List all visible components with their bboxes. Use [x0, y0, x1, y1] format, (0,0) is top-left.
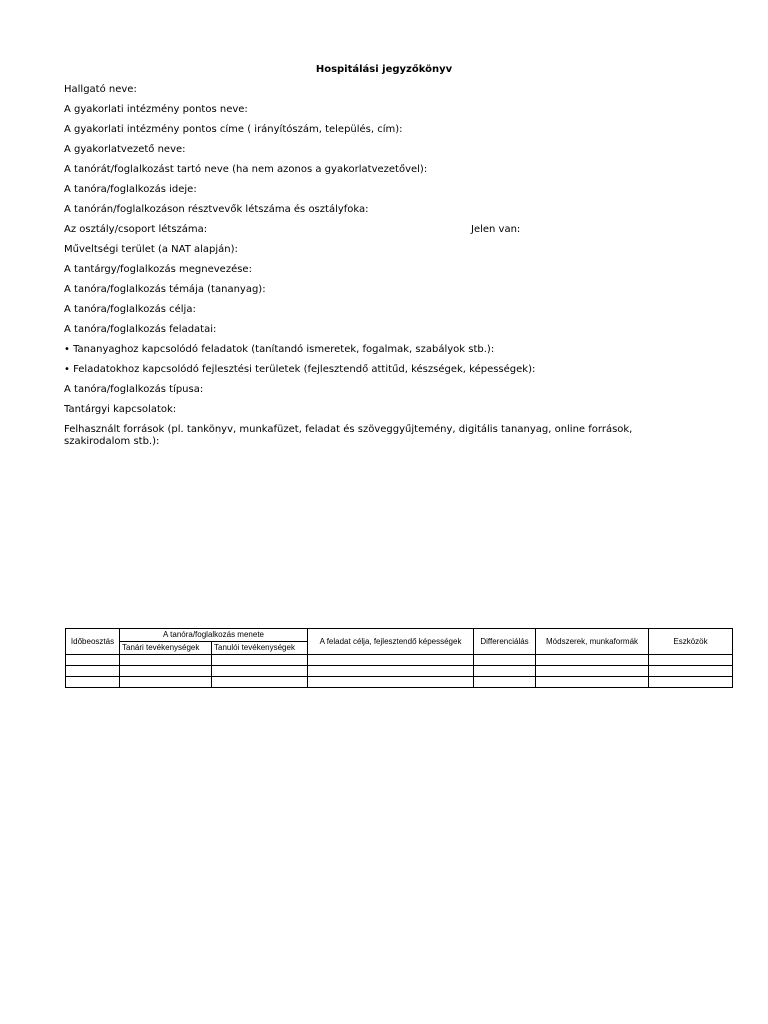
field-topic: A tanóra/foglalkozás témája (tananyag): — [64, 284, 266, 295]
table-cell[interactable] — [120, 666, 212, 677]
document-title: Hospitálási jegyzőkönyv — [315, 64, 453, 75]
table-cell[interactable] — [474, 655, 536, 666]
table-header-row — [66, 629, 733, 642]
field-goal: A tanóra/foglalkozás célja: — [64, 304, 196, 315]
field-lesson-type: A tanóra/foglalkozás típusa: — [64, 384, 204, 395]
table-cell[interactable] — [649, 655, 733, 666]
field-tasks: A tanóra/foglalkozás feladatai: — [64, 324, 217, 335]
table-cell[interactable] — [536, 655, 649, 666]
field-development-areas: • Feladatokhoz kapcsolódó fejlesztési területek (fejlesztendő attitűd, készségek, képességek): — [64, 364, 536, 375]
field-subject-links: Tantárgyi kapcsolatok: — [64, 404, 177, 415]
table-cell[interactable] — [308, 666, 474, 677]
table-cell[interactable] — [120, 677, 212, 688]
field-student-name: Hallgató neve: — [64, 84, 137, 95]
header-student-activities: Tanulói tevékenységek — [212, 642, 308, 655]
header-methods: Módszerek, munkaformák — [536, 629, 649, 655]
table-row — [66, 666, 733, 677]
field-participants: A tanórán/foglalkozáson résztvevők létszáma és osztályfoka: — [64, 204, 369, 215]
lesson-plan-table — [65, 628, 733, 688]
field-teacher-name: A tanórát/foglalkozást tartó neve (ha nem azonos a gyakorlatvezetővel): — [64, 164, 428, 175]
field-institution-address: A gyakorlati intézmény pontos címe ( irányítószám, település, cím): — [64, 124, 403, 135]
field-subject-name: A tantárgy/foglalkozás megnevezése: — [64, 264, 252, 275]
field-class-size — [64, 224, 704, 244]
field-sources: Felhasznált források (pl. tankönyv, munkafüzet, feladat és szöveggyűjtemény, digitális tananyag, online források, szakirodalom stb.): — [64, 424, 633, 447]
table-cell[interactable] — [474, 677, 536, 688]
table-cell[interactable] — [536, 666, 649, 677]
field-content-tasks: • Tananyaghoz kapcsolódó feladatok (tanítandó ismeretek, fogalmak, szabályok stb.): — [64, 344, 495, 355]
table-row — [66, 655, 733, 666]
class-size-label: Az osztály/csoport létszáma: — [64, 224, 208, 235]
field-supervisor-name: A gyakorlatvezető neve: — [64, 144, 186, 155]
table-cell[interactable] — [212, 677, 308, 688]
header-differentiation: Differenciálás — [474, 629, 536, 655]
header-goal: A feladat célja, fejlesztendő képességek — [308, 629, 474, 655]
field-lesson-time: A tanóra/foglalkozás ideje: — [64, 184, 197, 195]
table-cell[interactable] — [308, 677, 474, 688]
table-cell[interactable] — [212, 666, 308, 677]
form-fields — [64, 84, 704, 448]
table-cell[interactable] — [308, 655, 474, 666]
field-institution-name: A gyakorlati intézmény pontos neve: — [64, 104, 248, 115]
table-cell[interactable] — [212, 655, 308, 666]
present-label: Jelen van: — [471, 224, 521, 235]
field-subject-area: Műveltségi terület (a NAT alapján): — [64, 244, 238, 255]
table-cell[interactable] — [649, 677, 733, 688]
table-cell[interactable] — [66, 677, 120, 688]
table-cell[interactable] — [474, 666, 536, 677]
header-time: Időbeosztás — [66, 629, 120, 655]
header-teacher-activities: Tanári tevékenységek — [120, 642, 212, 655]
table-cell[interactable] — [66, 655, 120, 666]
header-lesson-flow: A tanóra/foglalkozás menete — [120, 629, 308, 642]
table-cell[interactable] — [649, 666, 733, 677]
table-cell[interactable] — [536, 677, 649, 688]
table-row — [66, 677, 733, 688]
table-cell[interactable] — [120, 655, 212, 666]
table-cell[interactable] — [66, 666, 120, 677]
header-tools: Eszközök — [649, 629, 733, 655]
